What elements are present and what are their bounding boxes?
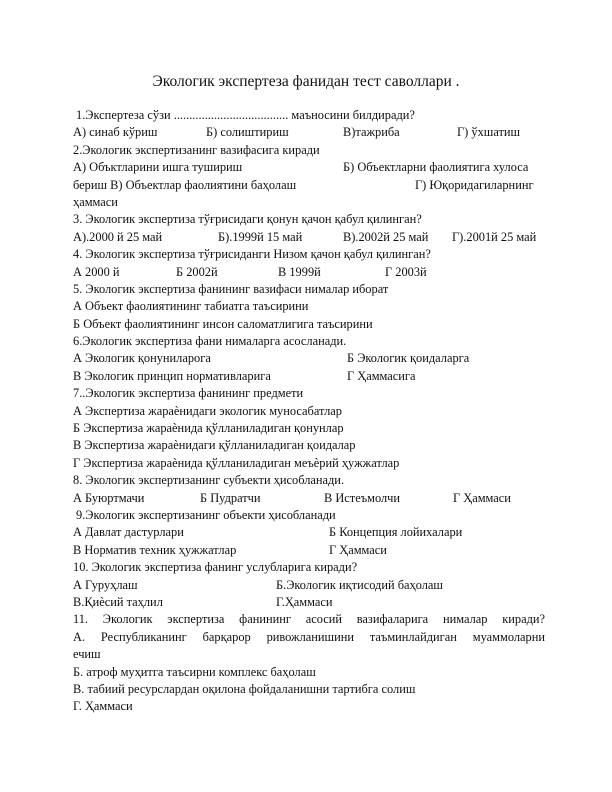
question-2-option-b: Б) Объектларни фаолиятига хулоса xyxy=(343,160,529,175)
question-10-option-d: Г.Ҳаммаси xyxy=(276,594,333,609)
question-5-option-a: А Объект фаолиятининг табиатга таъсирини xyxy=(73,299,309,314)
question-8-option-d: Г Ҳаммаси xyxy=(453,490,511,505)
question-8: 8. Экологик экспертизанинг субъекти ҳисобланади. xyxy=(73,473,345,488)
question-2-option-d: Г) Юқоридагиларнинг xyxy=(415,177,534,192)
question-4-option-b: Б 2002й xyxy=(176,264,218,279)
question-10-option-c: В.Қиѐсий таҳлил xyxy=(73,594,163,609)
question-10-option-b: Б.Экологик иқтисодий баҳолаш xyxy=(276,577,443,592)
question-11-option-c: В. табиий ресурслардан оқилона фойдаланишни тартибга солиш xyxy=(73,681,416,696)
question-6-option-b: Б Экологик қоидаларга xyxy=(347,351,470,366)
question-3-options xyxy=(73,229,545,246)
question-9-option-b: Б Концепция лойихалари xyxy=(329,525,463,540)
question-10-options-row2 xyxy=(73,594,545,611)
question-10: 10. Экологик экспертиза фанинг услубларига киради? xyxy=(73,560,358,575)
question-1-option-b: Б) солиштириш xyxy=(206,125,289,140)
question-8-option-a: А Буюртмачи xyxy=(73,490,145,505)
question-11-option-a: А. Республиканинг барқарор ривожланишини таъминлайдиган муаммоларни xyxy=(73,629,545,644)
question-1-options xyxy=(73,124,545,141)
document-title: Экологик экспертеза фанидан тест саволлари . xyxy=(152,73,460,90)
question-9-option-c: В Норматив техник ҳужжатлар xyxy=(73,542,237,557)
question-4-option-a: А 2000 й xyxy=(73,264,120,279)
question-8-options xyxy=(73,490,545,507)
question-2: 2.Экологик экспертизанинг вазифасига киради xyxy=(73,142,320,157)
question-9-options-row2 xyxy=(73,542,545,559)
question-1-option-d: Г) ўхшатиш xyxy=(457,125,521,140)
question-11-option-a-continued: ечиш xyxy=(73,647,101,662)
question-2-option-a: А) Объктларини ишга тушириш xyxy=(73,160,243,175)
question-3-option-d: Г).2001й 25 май xyxy=(452,229,537,244)
question-8-option-b: Б Пудратчи xyxy=(200,490,261,505)
question-6: 6.Экологик экспертиза фани нималарга асосланади. xyxy=(73,334,347,349)
question-6-option-a: А Экологик қонуниларога xyxy=(73,351,211,366)
question-10-option-a: А Гуруҳлаш xyxy=(73,577,138,592)
question-4: 4. Экологик экспертиза тўғрисиданги Низом қачон қабул қилинган? xyxy=(73,247,431,262)
question-3-option-a: А).2000 й 25 май xyxy=(73,229,163,244)
question-4-options xyxy=(73,264,545,281)
question-7-option-c: В Экспертиза жараѐнидаги қўлланиладиган қоидалар xyxy=(73,438,356,453)
question-2-options-row1 xyxy=(73,159,545,176)
question-6-option-c: В Экологик принцип нормативларига xyxy=(73,368,271,383)
question-7-option-b: Б Экспертиза жараѐнида қўлланиладиган қонунлар xyxy=(73,421,344,436)
question-3: 3. Экологик экспертиза тўғрисидаги қонун қачон қабул қилинган? xyxy=(73,212,422,227)
question-1: 1.Экспертеза сўзи ..................................... маъносини билдиради? xyxy=(76,108,415,122)
question-2-options-row3: ҳаммаси xyxy=(73,194,118,209)
question-3-option-c: В).2002й 25 май xyxy=(343,229,429,244)
question-11-option-d: Г. Ҳаммаси xyxy=(73,699,133,714)
question-3-option-b: Б).1999й 15 май xyxy=(218,229,303,244)
question-6-options-row1 xyxy=(73,350,545,367)
question-11-option-b: Б. атроф муҳитга таъсирни комплекс баҳолаш xyxy=(73,664,316,679)
question-4-option-c: В 1999й xyxy=(278,264,321,279)
question-6-options-row2 xyxy=(73,368,545,385)
question-9-option-d: Г Ҳаммаси xyxy=(329,542,387,557)
question-2-option-c: бериш В) Объектлар фаолиятини баҳолаш xyxy=(73,177,297,192)
question-7-option-d: Г Экспертиза жараѐнида қўлланиладиган меъѐрий ҳужжатлар xyxy=(73,455,400,470)
question-9: 9.Экологик экспертизанинг объекти ҳисобланади xyxy=(76,507,336,522)
question-4-option-d: Г 2003й xyxy=(385,264,427,279)
question-7-option-a: А Экспертиза жараѐнидаги экологик муносабатлар xyxy=(73,403,343,418)
question-5: 5. Экологик экспертиза фанининг вазифаси нималар иборат xyxy=(73,281,389,296)
question-6-option-d: Г Ҳаммасига xyxy=(347,368,416,383)
question-7: 7..Экологик экспертиза фанининг предмети xyxy=(73,386,304,401)
test-questions xyxy=(73,107,545,716)
question-9-options-row1 xyxy=(73,524,545,541)
question-2-options-row2 xyxy=(73,177,545,194)
question-9-option-a: А Давлат дастурлари xyxy=(73,525,184,540)
question-8-option-c: В Истеъмолчи xyxy=(324,490,401,505)
question-5-option-b: Б Объект фаолиятининг инсон саломатлигига таъсирини xyxy=(73,316,373,331)
question-1-option-a: А) синаб кўриш xyxy=(73,125,158,140)
question-1-option-c: В)тажриба xyxy=(343,125,400,140)
question-10-options-row1 xyxy=(73,577,545,594)
question-11: 11. Экологик экспертиза фанининг асосий вазифаларига нималар киради? xyxy=(73,612,545,627)
